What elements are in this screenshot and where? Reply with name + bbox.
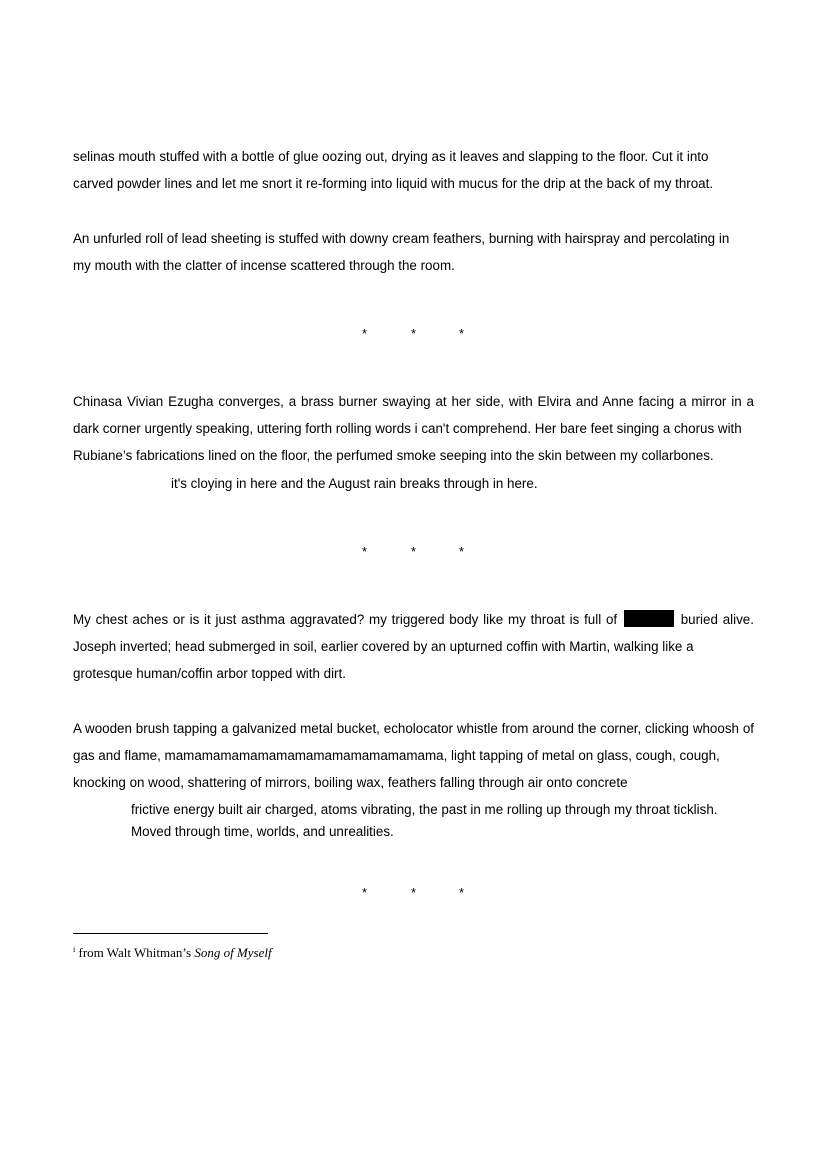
separator-asterisk: * <box>362 885 368 900</box>
separator-asterisk: * <box>411 544 417 559</box>
redaction-bar <box>624 610 674 627</box>
paragraph-2-last-line: my mouth with the clatter of incense scattered through the room. <box>73 258 455 273</box>
paragraph-4-text-before-redaction: My chest aches or is it just asthma aggravated? my triggered body like my throat is full of <box>73 612 618 627</box>
indented-block-text: frictive energy built air charged, atoms vibrating, the past in me rolling up through my throat ticklish. <box>131 802 718 817</box>
paragraph-4 <box>73 606 754 687</box>
separator-asterisk: * <box>411 885 417 900</box>
indented-block <box>131 799 754 843</box>
separator-asterisk: * <box>411 326 417 341</box>
section-separator <box>0 324 826 344</box>
section-separator <box>0 542 826 562</box>
footnote-rule <box>73 933 268 934</box>
paragraph-5-text: A wooden brush tapping a galvanized metal bucket, echolocator whistle from around the corner, clicking whoosh of gas and flame, mamamamamamamamamamamamamamama, light tapping of metal on glass, cough, cough, <box>73 721 754 763</box>
paragraph-5 <box>73 715 754 796</box>
paragraph-4-text-after-redaction: buried alive. Joseph inverted; head submerged in soil, earlier covered by an upturned coffin with Martin, walking like a <box>73 612 754 654</box>
paragraph-2-text: An unfurled roll of lead sheeting is stuffed with downy cream feathers, burning with hairspray and percolating in <box>73 231 730 246</box>
separator-asterisk: * <box>459 544 465 559</box>
separator-asterisk: * <box>459 885 465 900</box>
paragraph-3-text: Chinasa Vivian Ezugha converges, a brass burner swaying at her side, with Elvira and Anne facing a mirror in a dark corner urgently speaking, uttering forth rolling words i can't comprehend. Her bare feet singing a chorus with <box>73 394 754 436</box>
paragraph-1-last-line: carved powder lines and let me snort it re-forming into liquid with mucus for the drip at the back of my throat. <box>73 176 714 191</box>
paragraph-3 <box>73 388 754 469</box>
separator-asterisk: * <box>362 326 368 341</box>
paragraph-5-last-line: knocking on wood, shattering of mirrors, boiling wax, feathers falling through air onto concrete <box>73 775 628 790</box>
section-separator <box>0 883 826 903</box>
footnote-title: Song of Myself <box>194 945 272 960</box>
paragraph-3-last-line: Rubiane’s fabrications lined on the floor, the perfumed smoke seeping into the skin between my collarbones. <box>73 448 714 463</box>
paragraph-1-text: selinas mouth stuffed with a bottle of glue oozing out, drying as it leaves and slapping to the floor. Cut it into <box>73 149 709 164</box>
footnote-marker: i <box>73 945 76 954</box>
footnote <box>73 940 673 963</box>
separator-asterisk: * <box>362 544 368 559</box>
paragraph-4-last-line: grotesque human/coffin arbor topped with dirt. <box>73 666 346 681</box>
separator-asterisk: * <box>459 326 465 341</box>
footnote-text: from Walt Whitman’s <box>78 945 192 960</box>
paragraph-2 <box>73 225 754 279</box>
indented-block-last-line: Moved through time, worlds, and unrealities. <box>131 824 394 839</box>
paragraph-3-indented-line: it's cloying in here and the August rain breaks through in here. <box>171 476 538 491</box>
paragraph-1 <box>73 143 754 197</box>
